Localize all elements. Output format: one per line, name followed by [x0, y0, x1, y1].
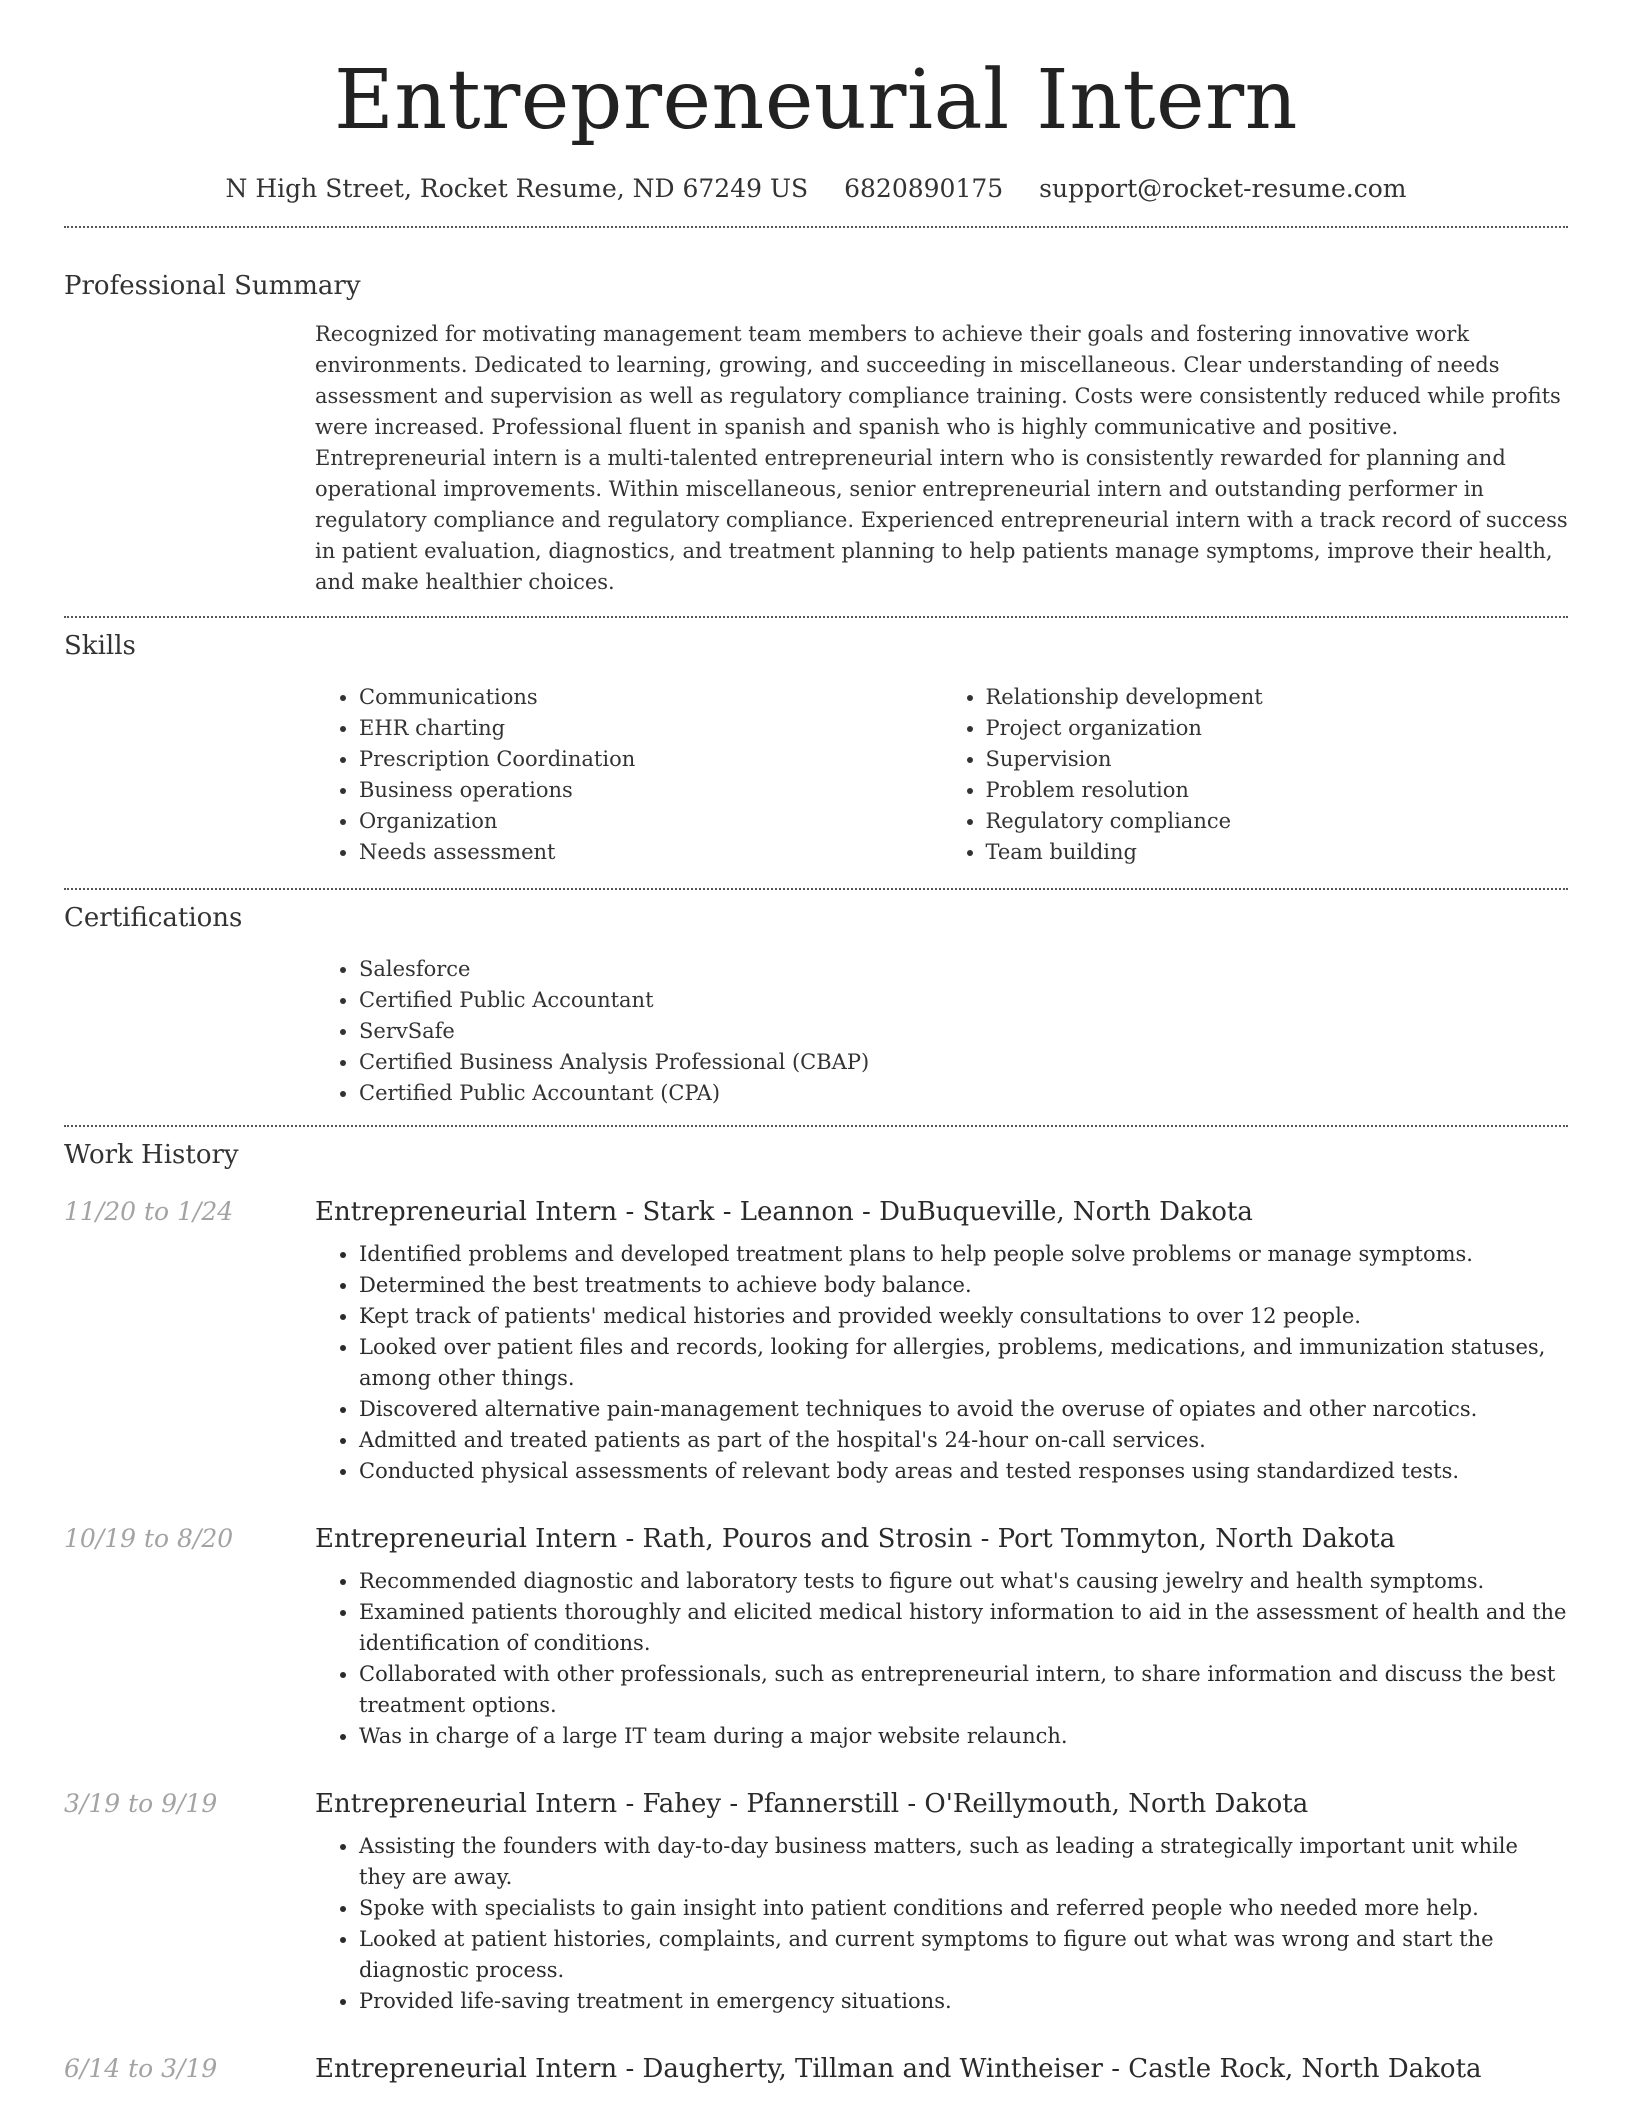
skill-item: • Business operations — [359, 775, 942, 806]
work-section — [64, 1137, 1568, 2086]
job-point: • Kept track of patients' medical histories and provided weekly consultations to over 12 people. — [359, 1301, 1568, 1332]
job-point: • Determined the best treatments to achieve body balance. — [359, 1270, 1568, 1301]
skills-section — [64, 628, 1568, 868]
certifications-divider — [64, 1125, 1568, 1127]
summary-section — [64, 268, 1568, 598]
candidate-name: Entrepreneurial Intern — [333, 53, 1298, 148]
job-point: • Admitted and treated patients as part of the hospital's 24-hour on-call services. — [359, 1425, 1568, 1456]
job-point: • Provided life-saving treatment in emergency situations. — [359, 1986, 1568, 2017]
section-title-certifications: Certifications — [64, 903, 243, 933]
resume-page — [64, 0, 1568, 2086]
certifications-list — [315, 954, 1568, 1109]
job-point: • Looked at patient histories, complaints, and current symptoms to figure out what was wrong and start the diagnostic process. — [359, 1924, 1568, 1986]
address: N High Street, Rocket Resume, ND 67249 US — [225, 174, 809, 203]
skills-body — [315, 682, 1568, 868]
certification-item: • Certified Public Accountant (CPA) — [359, 1078, 1568, 1109]
job-point: • Looked over patient files and records, looking for allergies, problems, medications, and immunization statuses, among other things. — [359, 1332, 1568, 1394]
skill-item: • Project organization — [986, 713, 1569, 744]
job-entry — [64, 2052, 1568, 2086]
section-title-work: Work History — [64, 1140, 239, 1170]
job-point: • Collaborated with other professionals, such as entrepreneurial intern, to share information and discuss the best treatment options. — [359, 1659, 1568, 1721]
certification-item: • Certified Public Accountant — [359, 985, 1568, 1016]
skills-list-left — [315, 682, 942, 868]
email: support@rocket-resume.com — [1039, 174, 1407, 203]
job-entry — [64, 1195, 1568, 1487]
skills-list-right — [942, 682, 1569, 868]
job-title: Entrepreneurial Intern - Daugherty, Tillman and Wintheiser - Castle Rock, North Dakota — [315, 2054, 1482, 2084]
job-point: • Was in charge of a large IT team during a major website relaunch. — [359, 1721, 1568, 1752]
job-point: • Examined patients thoroughly and elicited medical history information to aid in the assessment of health and the identification of conditions. — [359, 1597, 1568, 1659]
job-dates: 3/19 to 9/19 — [64, 1789, 218, 1818]
contact-line — [64, 172, 1568, 206]
job-points-list — [315, 1239, 1568, 1487]
certification-item: • ServSafe — [359, 1016, 1568, 1047]
job-points-list — [315, 1831, 1568, 2017]
summary-divider — [64, 616, 1568, 618]
skill-item: • Organization — [359, 806, 942, 837]
job-point: • Identified problems and developed treatment plans to help people solve problems or manage symptoms. — [359, 1239, 1568, 1270]
skill-item: • Supervision — [986, 744, 1569, 775]
job-points — [315, 1566, 1568, 1752]
job-point: • Assisting the founders with day-to-day business matters, such as leading a strategically important unit while they are away. — [359, 1831, 1568, 1893]
job-entry — [64, 1522, 1568, 1752]
job-points — [315, 1239, 1568, 1487]
skill-item: • Relationship development — [986, 682, 1569, 713]
summary-body — [315, 319, 1568, 598]
job-dates: 10/19 to 8/20 — [64, 1524, 234, 1553]
skill-item: • Prescription Coordination — [359, 744, 942, 775]
certification-item: • Certified Business Analysis Professional (CBAP) — [359, 1047, 1568, 1078]
job-point: • Recommended diagnostic and laboratory tests to figure out what's causing jewelry and health symptoms. — [359, 1566, 1568, 1597]
job-points — [315, 1831, 1568, 2017]
job-point: • Spoke with specialists to gain insight into patient conditions and referred people who needed more help. — [359, 1893, 1568, 1924]
summary-text: Recognized for motivating management team members to achieve their goals and fostering innovative work environments. Dedicated to learning, growing, and succeeding in miscellaneous. Clear understanding of needs assessment and supervision as well as regulatory compliance training. Costs were consistently reduced while profits were increased. Professional fluent in spanish and spanish who is highly communicative and positive. Entrepreneurial intern is a multi-talented entrepreneurial intern who is consistently rewarded for planning and operational improvements. Within miscellaneous, senior entrepreneurial intern and outstanding performer in regulatory compliance and regulatory compliance. Experienced entrepreneurial intern with a track record of success in patient evaluation, diagnostics, and treatment planning to help patients manage symptoms, improve their health, and make healthier choices. — [315, 322, 1568, 594]
header-divider — [64, 226, 1568, 228]
job-entry — [64, 1787, 1568, 2017]
phone: 6820890175 — [844, 174, 1004, 203]
job-title: Entrepreneurial Intern - Rath, Pouros and Strosin - Port Tommyton, North Dakota — [315, 1524, 1396, 1554]
job-dates: 11/20 to 1/24 — [64, 1197, 234, 1226]
section-title-skills: Skills — [64, 631, 136, 661]
job-points-list — [315, 1566, 1568, 1752]
job-point: • Conducted physical assessments of relevant body areas and tested responses using standardized tests. — [359, 1456, 1568, 1487]
job-title: Entrepreneurial Intern - Fahey - Pfannerstill - O'Reillymouth, North Dakota — [315, 1789, 1309, 1819]
certification-item: • Salesforce — [359, 954, 1568, 985]
section-title-summary: Professional Summary — [64, 271, 361, 301]
skill-item: • Team building — [986, 837, 1569, 868]
skill-item: • Problem resolution — [986, 775, 1569, 806]
skill-item: • Regulatory compliance — [986, 806, 1569, 837]
skills-divider — [64, 888, 1568, 890]
skill-item: • EHR charting — [359, 713, 942, 744]
certifications-body — [315, 954, 1568, 1109]
job-point: • Discovered alternative pain-management techniques to avoid the overuse of opiates and other narcotics. — [359, 1394, 1568, 1425]
job-dates: 6/14 to 3/19 — [64, 2054, 218, 2083]
skill-item: • Communications — [359, 682, 942, 713]
skill-item: • Needs assessment — [359, 837, 942, 868]
job-title: Entrepreneurial Intern - Stark - Leannon - DuBuqueville, North Dakota — [315, 1197, 1253, 1227]
certifications-section — [64, 900, 1568, 1109]
